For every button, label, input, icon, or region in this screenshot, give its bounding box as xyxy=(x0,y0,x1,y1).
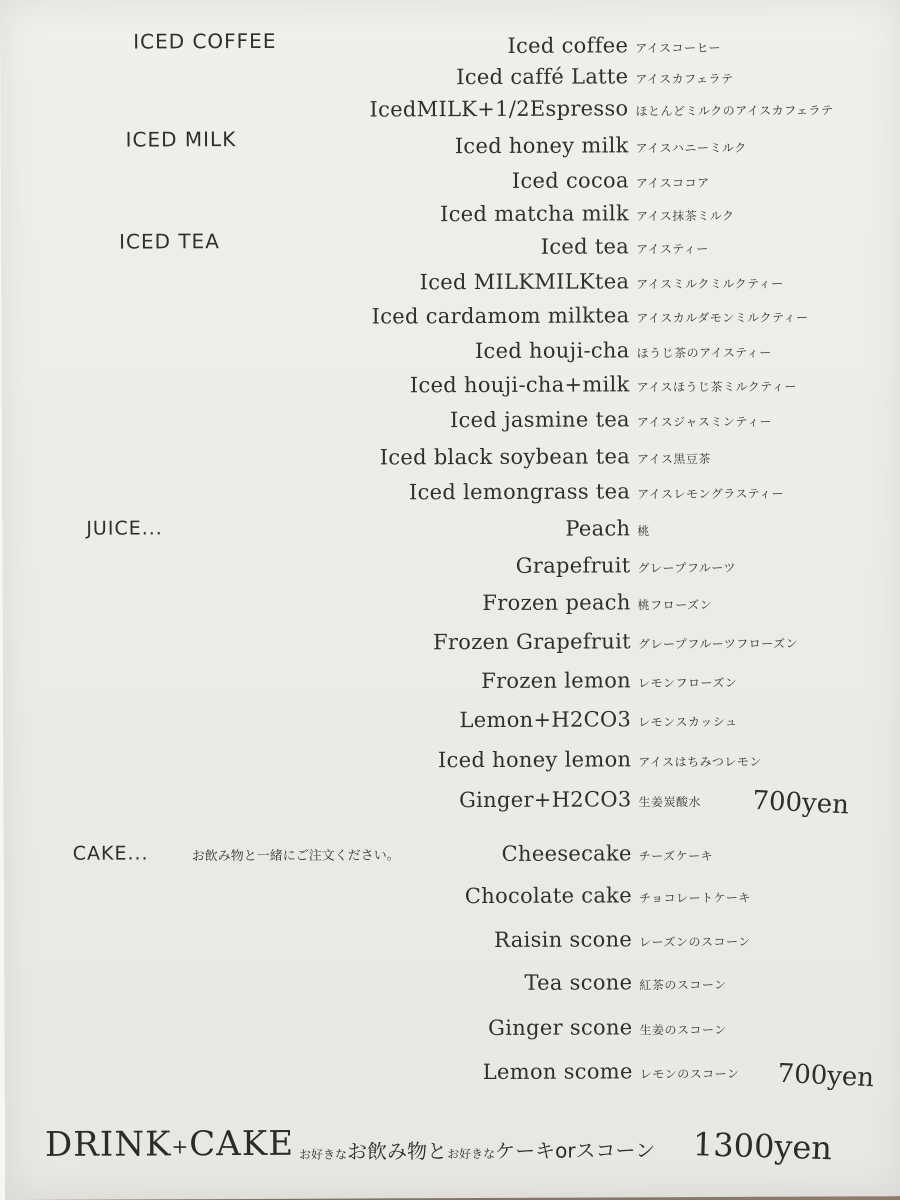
menu-item-name: Iced jasmine tea xyxy=(449,407,630,433)
menu-item-name: Raisin scone xyxy=(494,927,633,952)
menu-item-japanese: アイスレモングラスティー xyxy=(637,486,785,502)
menu-row xyxy=(3,628,900,672)
menu-item-name: Iced cardamom milktea xyxy=(371,303,630,329)
menu-item-name: Peach xyxy=(565,516,631,541)
menu-item-name: Frozen Grapefruit xyxy=(433,629,631,655)
menu-item-name: Iced tea xyxy=(540,234,630,259)
menu-item-japanese: 紅茶のスコーン xyxy=(639,977,727,993)
menu-item-name: Ginger+H2CO3 xyxy=(458,787,632,813)
menu-item-japanese: アイス黒豆茶 xyxy=(636,451,711,467)
menu-item-name: Iced honey milk xyxy=(454,133,629,159)
menu-item-japanese: アイスコーヒー xyxy=(635,40,722,56)
menu-row xyxy=(3,706,900,750)
menu-item-name: Tea scone xyxy=(524,970,633,995)
section-juice: JUICE... xyxy=(86,517,163,540)
menu-item-japanese: アイスほうじ茶ミルクティー xyxy=(636,379,797,395)
menu-item-name: Iced black soybean tea xyxy=(379,444,631,470)
menu-item-name: Iced honey lemon xyxy=(437,747,632,773)
menu-row xyxy=(4,840,900,884)
combo-title xyxy=(45,1124,294,1165)
menu-item-name: Frozen peach xyxy=(482,590,631,615)
menu-item-name: Iced coffee xyxy=(507,33,629,58)
menu-item-japanese: アイス抹茶ミルク xyxy=(635,208,735,224)
menu-item-japanese: 桃 xyxy=(637,524,650,539)
menu-item-japanese: アイスココア xyxy=(635,175,710,191)
menu-row xyxy=(4,926,900,970)
menu-item-japanese: アイスカルダモンミルクティー xyxy=(636,310,809,326)
menu-row xyxy=(3,746,900,790)
menu-item-japanese: レモンスカッシュ xyxy=(638,714,738,730)
menu-item-name: Iced cocoa xyxy=(511,168,629,193)
menu-row xyxy=(4,969,900,1013)
menu-item-name: Iced houji-cha+milk xyxy=(409,372,630,398)
menu-item-name: Lemon+H2CO3 xyxy=(459,707,632,733)
menu-item-japanese: 生姜のスコーン xyxy=(639,1022,727,1038)
menu-item-japanese: アイスカフェラテ xyxy=(635,71,734,87)
combo-title-drink: DRINK xyxy=(44,1124,172,1165)
menu-item-japanese: アイスジャスミンティー xyxy=(636,414,772,430)
combo-desc-part-4: ケーキorスコーン xyxy=(495,1138,656,1163)
menu-item-japanese: アイスハニーミルク xyxy=(635,140,747,156)
menu-item-japanese: アイスはちみつレモン xyxy=(638,754,762,770)
menu-item-name: Grapefruit xyxy=(515,553,631,578)
section-iced-tea: ICED TEA xyxy=(119,229,220,254)
drink-price: 700yen xyxy=(751,785,850,821)
combo-desc-part-3: お好きな xyxy=(447,1146,496,1162)
menu-item-name: Iced MILKMILKtea xyxy=(419,269,630,295)
combo-desc-part-2: お飲み物と xyxy=(346,1139,448,1164)
menu-item-name: Iced houji-cha xyxy=(474,338,630,364)
menu-item-name: Chocolate cake xyxy=(464,883,632,909)
menu-item-name: Cheesecake xyxy=(501,841,632,866)
menu-item-name: Lemon scome xyxy=(482,1059,633,1084)
cake-price: 700yen xyxy=(776,1058,875,1094)
menu-item-japanese: チョコレートケーキ xyxy=(638,890,751,906)
menu-item-name: Ginger scone xyxy=(488,1015,633,1040)
menu-item-japanese: グレープフルーツ xyxy=(637,560,736,576)
menu-item-name: IcedMILK+1/2Espresso xyxy=(369,96,629,122)
menu-row xyxy=(4,882,900,926)
combo-price: 1300yen xyxy=(692,1125,833,1168)
menu-item-name: Iced lemongrass tea xyxy=(408,479,631,505)
section-cake: CAKE... xyxy=(72,842,149,865)
menu-item-japanese: ほとんどミルクのアイスカフェラテ xyxy=(635,103,834,119)
cake-note: お飲み物と一緒にご注文ください。 xyxy=(191,848,400,865)
menu-item-japanese: 生姜炭酸水 xyxy=(638,795,702,810)
menu-item-japanese: 桃フローズン xyxy=(637,597,713,613)
menu-item-japanese: レーズンのスコーン xyxy=(639,934,751,950)
menu-item-japanese: ほうじ茶のアイスティー xyxy=(636,345,772,361)
menu-row xyxy=(3,589,900,633)
section-iced-milk: ICED MILK xyxy=(125,127,237,152)
combo-title-plus: + xyxy=(171,1134,190,1159)
menu-row xyxy=(5,1058,900,1102)
menu-item-japanese: アイスミルクミルクティー xyxy=(636,276,784,292)
menu-item-japanese: グレープフルーツフローズン xyxy=(637,636,799,652)
menu-item-japanese: レモンのスコーン xyxy=(639,1066,740,1082)
menu-item-japanese: アイスティー xyxy=(636,241,709,257)
menu-row xyxy=(3,667,900,711)
combo-title-cake: CAKE xyxy=(189,1123,295,1165)
menu-item-name: Frozen lemon xyxy=(481,668,632,693)
menu-item-name: Iced caffé Latte xyxy=(456,64,629,90)
menu-row xyxy=(4,1014,900,1058)
menu-item-name: Iced matcha milk xyxy=(440,201,629,227)
combo-description xyxy=(299,1134,655,1165)
section-iced-coffee: ICED COFFEE xyxy=(133,28,277,54)
menu-item-japanese: レモンフローズン xyxy=(637,675,738,691)
menu-item-japanese: チーズケーキ xyxy=(638,848,714,864)
combo-desc-part-1: お好きな xyxy=(299,1147,348,1162)
